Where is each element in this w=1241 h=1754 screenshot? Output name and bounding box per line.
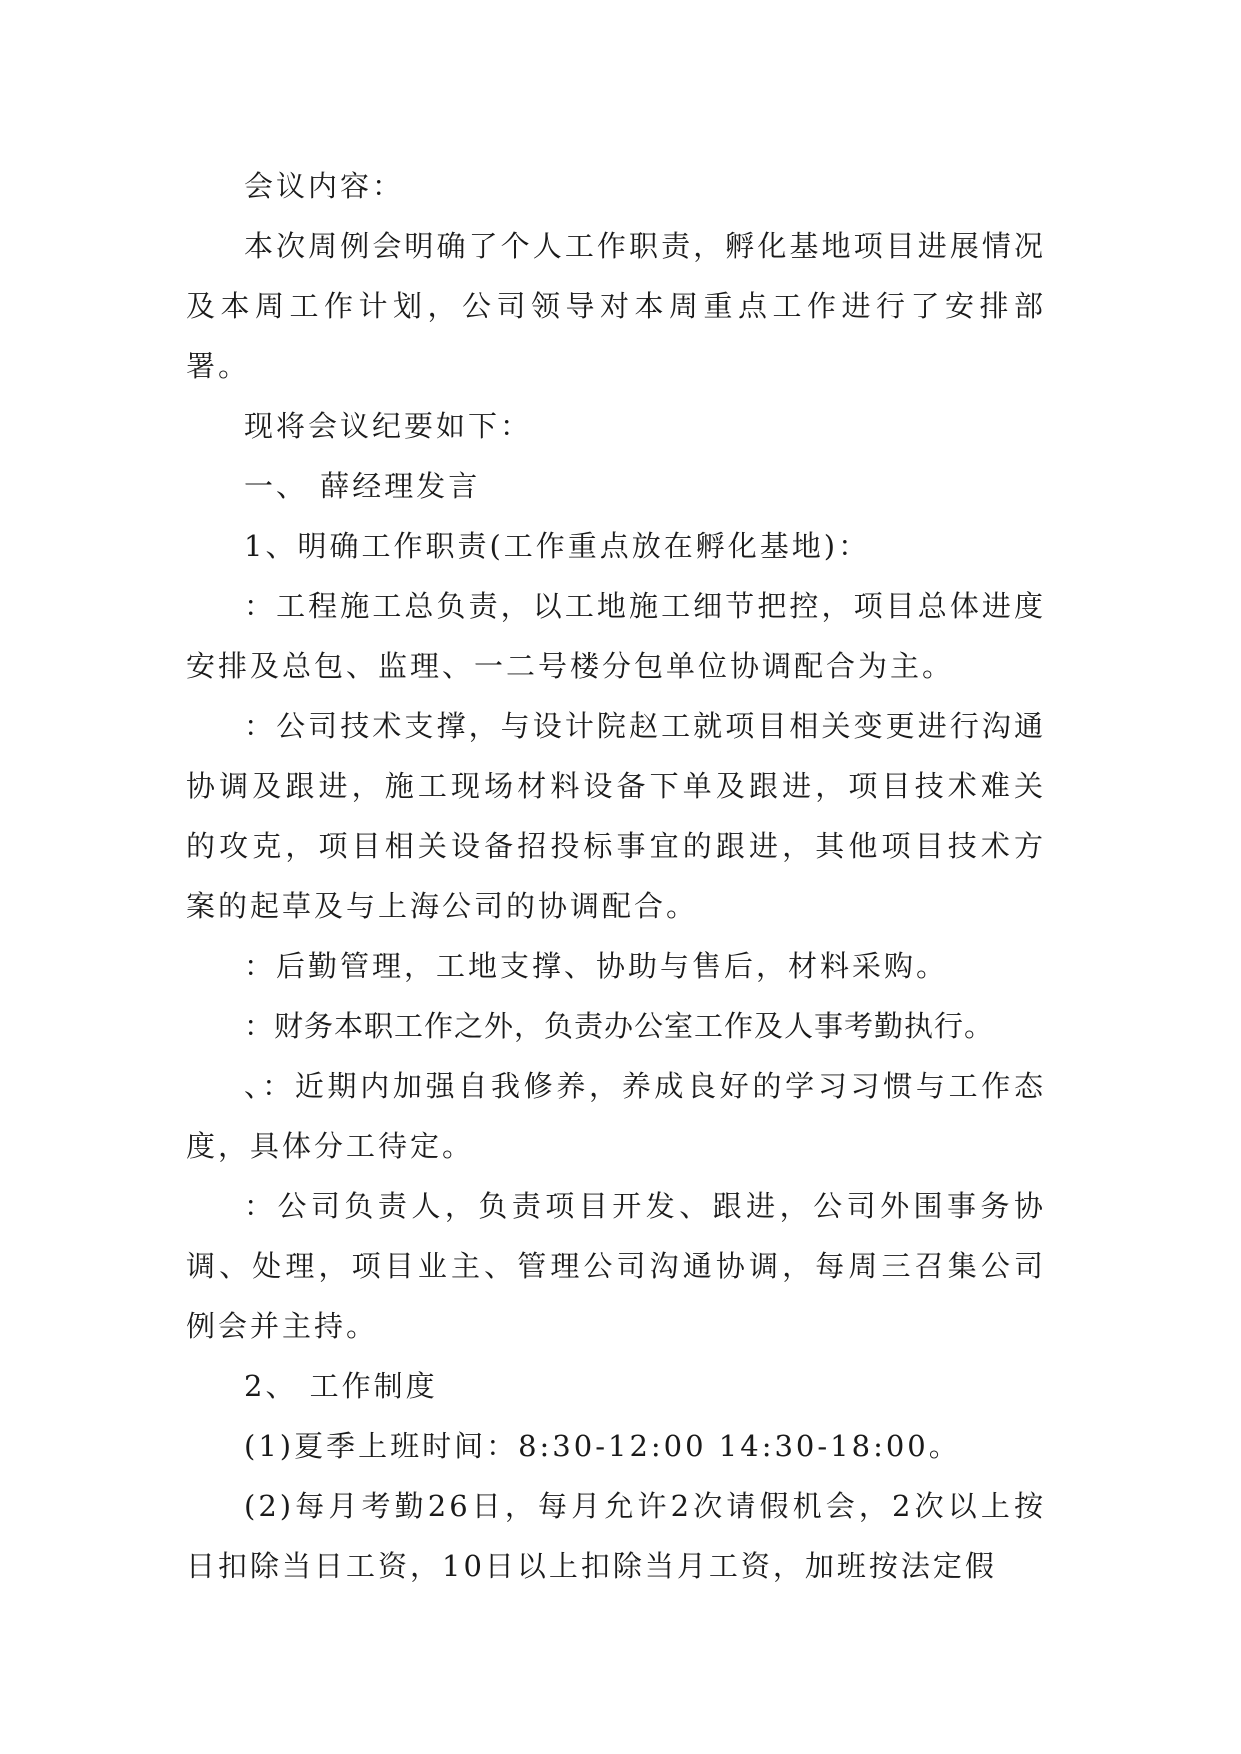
duty-item-company-head: ：公司负责人，负责项目开发、跟进，公司外围事务协调、处理，项目业主、管理公司沟通协调，每周三召集公司例会并主持。 bbox=[186, 1189, 1046, 1343]
duty-item-technical-support: ：公司技术支撑，与设计院赵工就项目相关变更进行沟通协调及跟进，施工现场材料设备下单及跟进，项目技术难关的攻克，项目相关设备招投标事宜的跟进，其他项目技术方案的起草及与上海公司的协调配合。 bbox=[186, 709, 1046, 923]
duty-item-self-improvement: 、：近期内加强自我修养，养成良好的学习习惯与工作态度，具体分工待定。 bbox=[186, 1069, 1046, 1163]
minutes-intro-line: 现将会议纪要如下： bbox=[244, 409, 533, 443]
subheading-work-rules: 2、 工作制度 bbox=[244, 1369, 438, 1403]
duty-item-finance: ：财务本职工作之外，负责办公室工作及人事考勤执行。 bbox=[244, 1009, 995, 1043]
meeting-summary-paragraph: 本次周例会明确了个人工作职责，孵化基地项目进展情况及本周工作计划，公司领导对本周重点工作进行了安排部署。 bbox=[186, 229, 1046, 383]
rule-attendance-leave: (2)每月考勤26日，每月允许2次请假机会，2次以上按日扣除当日工资，10日以上扣除当月工资，加班按法定假 bbox=[186, 1489, 1046, 1583]
duty-item-logistics: ：后勤管理，工地支撑、协助与售后，材料采购。 bbox=[244, 949, 949, 983]
duty-item-construction: ：工程施工总负责，以工地施工细节把控，项目总体进度安排及总包、监理、一二号楼分包单位协调配合为主。 bbox=[186, 589, 1046, 683]
rule-summer-hours: (1)夏季上班时间：8:30-12:00 14:30-18:00。 bbox=[244, 1429, 961, 1463]
section-heading-manager-speech: 一、 薛经理发言 bbox=[244, 469, 481, 503]
document-body bbox=[186, 156, 1046, 1596]
meeting-content-heading: 会议内容： bbox=[244, 169, 405, 203]
subheading-job-duties: 1、明确工作职责(工作重点放在孵化基地)： bbox=[244, 529, 871, 563]
